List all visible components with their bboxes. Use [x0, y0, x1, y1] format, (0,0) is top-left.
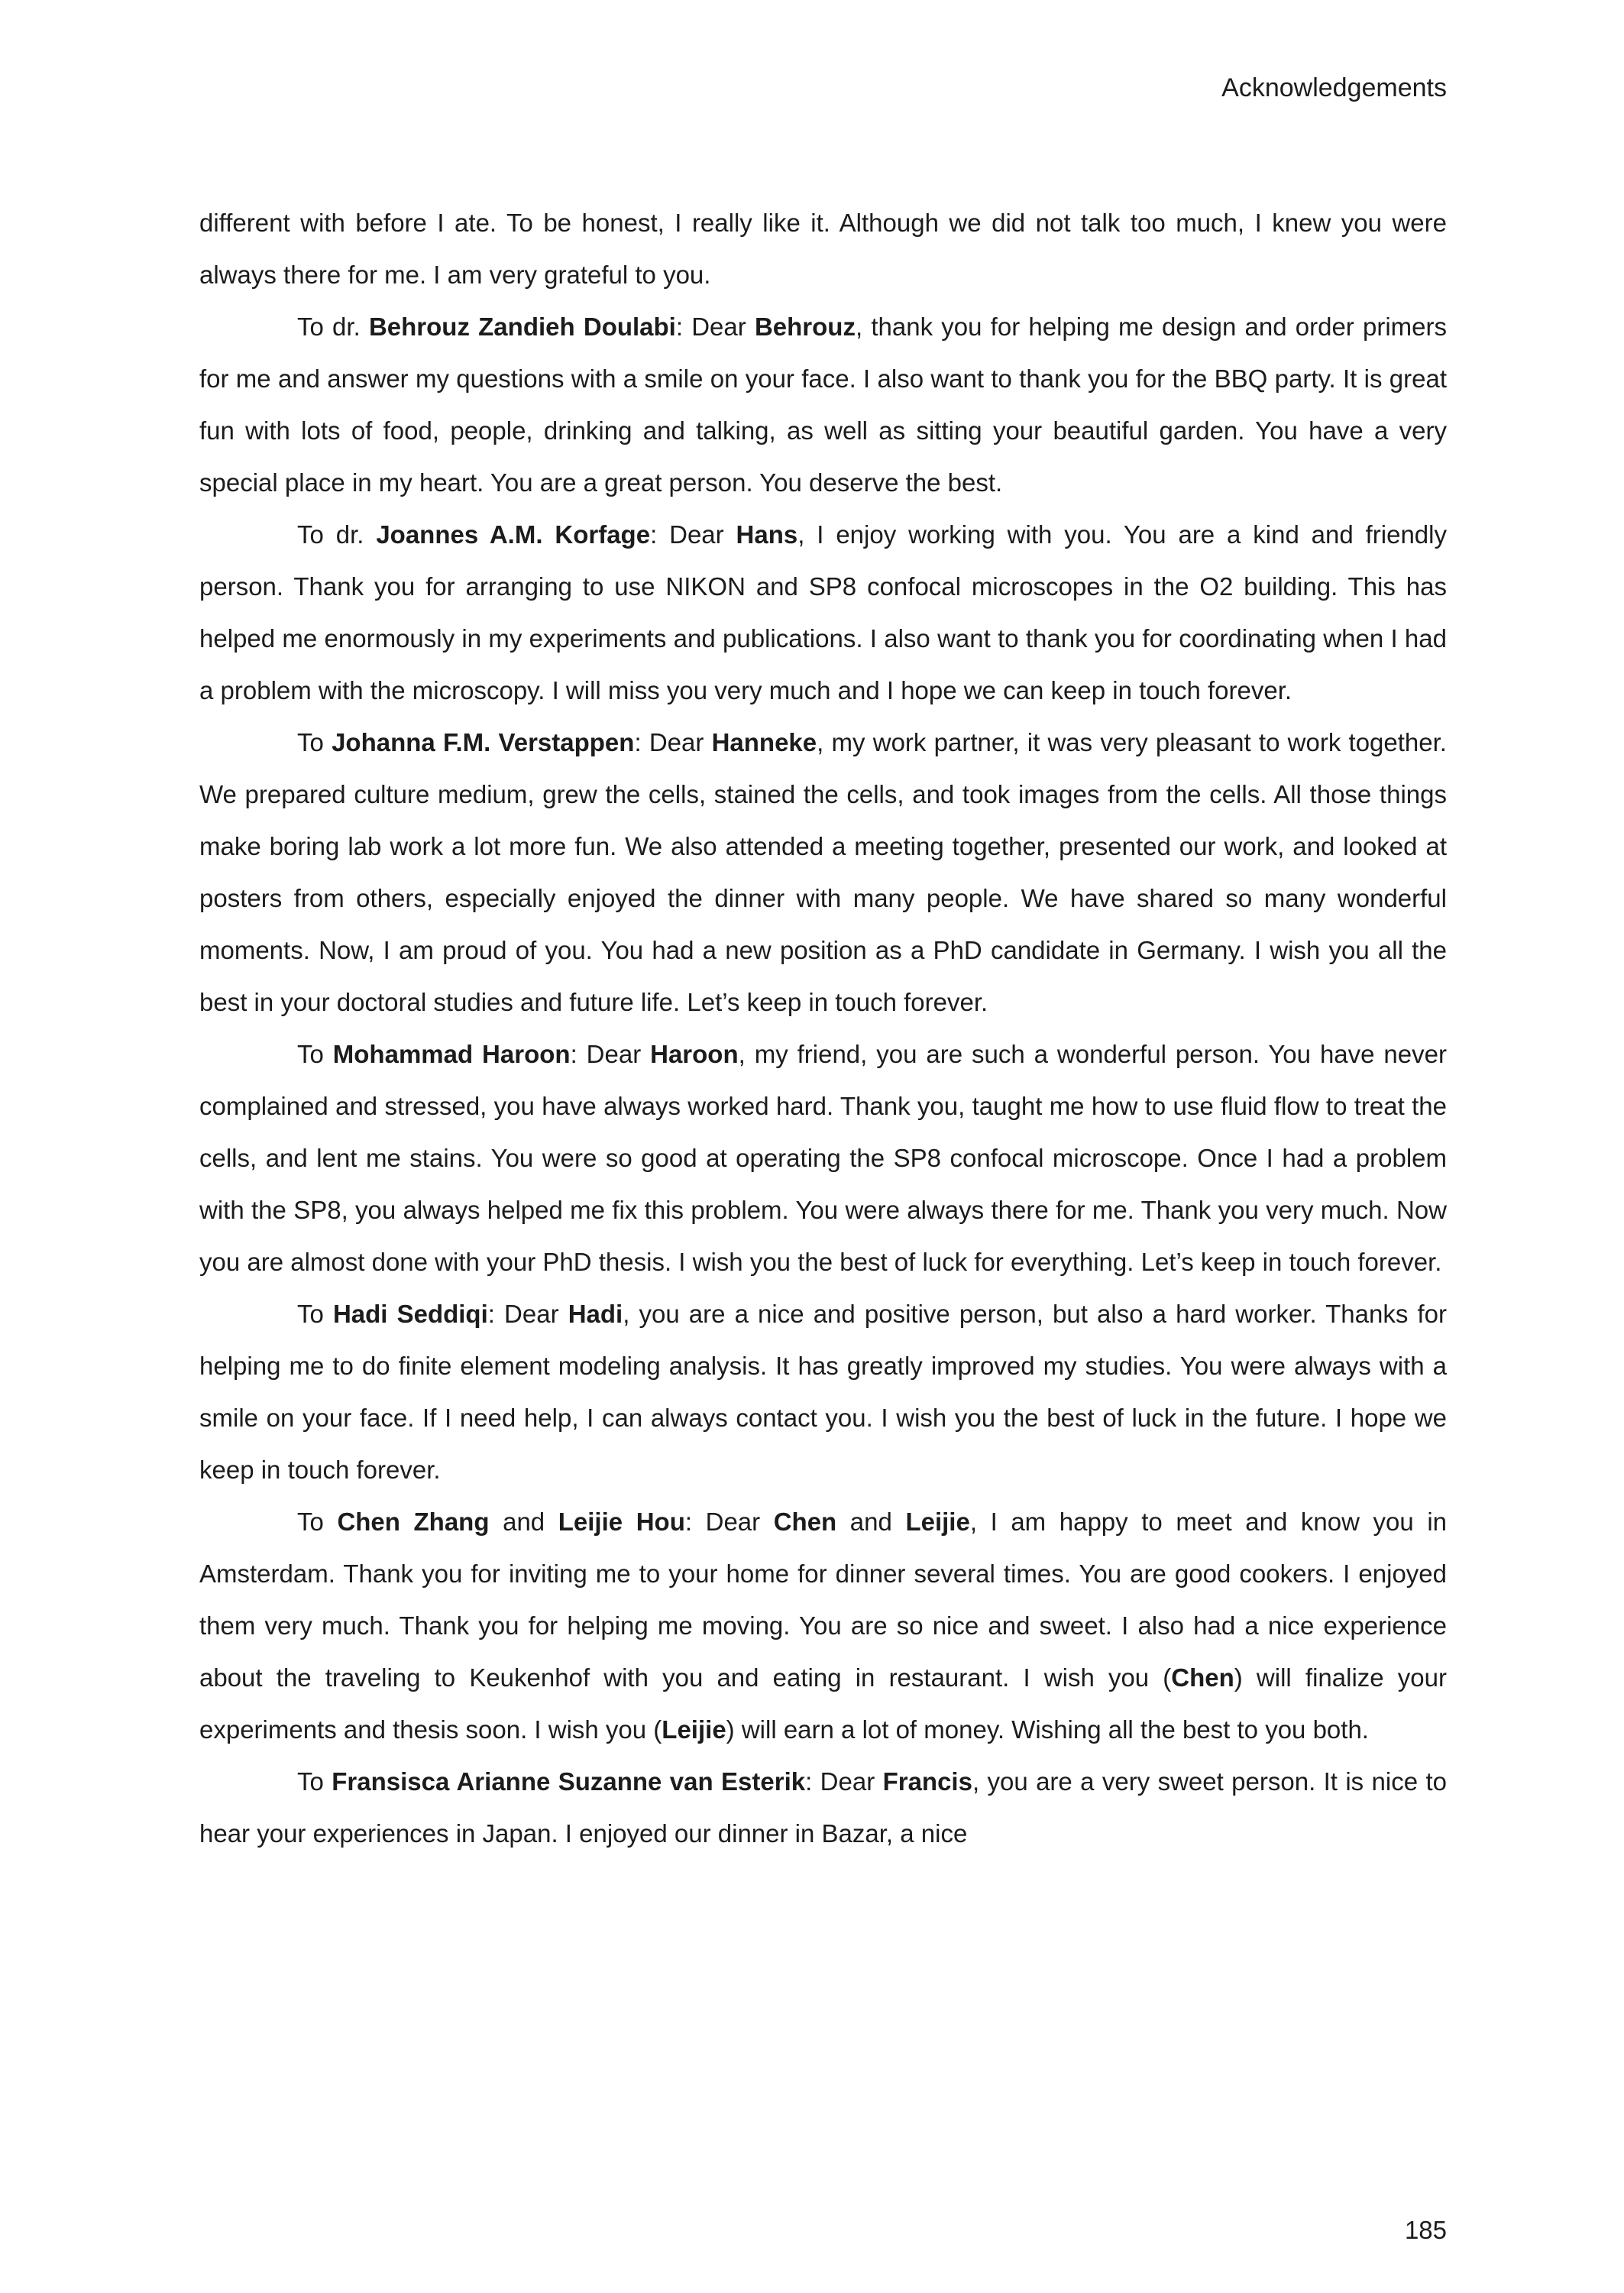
person-name: Leijie — [662, 1715, 726, 1744]
person-name: Behrouz Zandieh Doulabi — [368, 313, 676, 341]
paragraph — [199, 1496, 1447, 1756]
text-run: , my friend, you are such a wonderful person. You have never complained and stressed, you have always worked hard. Thank you, taught me how to use fluid flow to treat the cells, and lent me stains. You were so good at operating the SP8 confocal microscope. Once I had a problem with the SP8, you always helped me fix this problem. You were always there for me. Thank you very much. Now you are almost done with your PhD thesis. I wish you the best of luck for everything. Let’s keep in touch forever. — [199, 1040, 1447, 1276]
person-name: Haroon — [650, 1040, 739, 1068]
person-name: Francis — [882, 1767, 972, 1796]
text-run: : Dear — [805, 1767, 883, 1796]
person-name: Johanna F.M. Verstappen — [332, 728, 635, 756]
text-run: : Dear — [684, 1508, 774, 1536]
page-header-title: Acknowledgements — [1221, 73, 1447, 102]
person-name: Hanneke — [711, 728, 817, 756]
paragraph — [199, 1288, 1447, 1496]
paragraph — [199, 717, 1447, 1028]
acknowledgements-text — [199, 197, 1447, 1860]
text-run: To — [297, 1508, 338, 1536]
text-run: , you are a very sweet person. It is nice to hear your experiences in Japan. I enjoyed our dinner in Bazar, a nice — [199, 1767, 1447, 1848]
text-run: , thank you for helping me design and order primers for me and answer my questions with a smile on your face. I also want to thank you for the BBQ party. It is great fun with lots of food, people, drinking and talking, as well as sitting your beautiful garden. You have a very special place in my heart. You are a great person. You deserve the best. — [199, 313, 1447, 497]
text-run: To — [297, 728, 332, 756]
text-run: : Dear — [487, 1300, 568, 1328]
person-name: Hadi — [568, 1300, 623, 1328]
person-name: Leijie Hou — [558, 1508, 685, 1536]
page-number: 185 — [1404, 2216, 1447, 2244]
text-run: To — [297, 1040, 333, 1068]
paragraph — [199, 301, 1447, 509]
paragraph — [199, 509, 1447, 717]
text-run: To dr. — [297, 520, 377, 549]
paragraph — [199, 197, 1447, 301]
text-run: To — [297, 1300, 333, 1328]
person-name: Leijie — [905, 1508, 970, 1536]
text-run: , my work partner, it was very pleasant to work together. We prepared culture medium, grew the cells, stained the cells, and took images from the cells. All those things make boring lab work a lot more fun. We also attended a meeting together, presented our work, and looked at posters from others, especially enjoyed the dinner with many people. We have shared so many wonderful moments. Now, I am proud of you. You had a new position as a PhD candidate in Germany. I wish you all the best in your doctoral studies and future life. Let’s keep in touch forever. — [199, 728, 1447, 1016]
person-name: Behrouz — [754, 313, 856, 341]
person-name: Chen — [773, 1508, 837, 1536]
text-run: and — [489, 1508, 558, 1536]
person-name: Hans — [736, 520, 798, 549]
person-name: Hadi Seddiqi — [332, 1300, 488, 1328]
text-run: : Dear — [634, 728, 712, 756]
text-run: , you are a nice and positive person, but also a hard worker. Thanks for helping me to do finite element modeling analysis. It has greatly improved my studies. You were always with a smile on your face. If I need help, I can always contact you. I wish you the best of luck in the future. I hope we keep in touch forever. — [199, 1300, 1447, 1484]
paragraph — [199, 1756, 1447, 1860]
text-run: ) will earn a lot of money. Wishing all the best to you both. — [726, 1715, 1369, 1744]
text-run: : Dear — [675, 313, 755, 341]
text-run: , I enjoy working with you. You are a kind and friendly person. Thank you for arranging to use NIKON and SP8 confocal microscopes in the O2 building. This has helped me enormously in my experiments and publications. I also want to thank you for coordinating when I had a problem with the microscopy. I will miss you very much and I hope we can keep in touch forever. — [199, 520, 1447, 704]
text-run: To — [297, 1767, 332, 1796]
paragraph — [199, 1028, 1447, 1288]
text-run: : Dear — [570, 1040, 651, 1068]
text-run: ) will finalize your experiments and thesis soon. I wish you ( — [199, 1663, 1447, 1744]
person-name: Chen Zhang — [337, 1508, 490, 1536]
page-header — [199, 73, 1447, 103]
person-name: Chen — [1171, 1663, 1234, 1692]
text-run: and — [836, 1508, 906, 1536]
person-name: Joannes A.M. Korfage — [376, 520, 651, 549]
person-name: Mohammad Haroon — [332, 1040, 571, 1068]
text-run: , I am happy to meet and know you in Amsterdam. Thank you for inviting me to your home for dinner several times. You are good cookers. I enjoyed them very much. Thank you for helping me moving. You are so nice and sweet. I also had a nice experience about the traveling to Keukenhof with you and eating in restaurant. I wish you ( — [199, 1508, 1448, 1692]
text-run: To dr. — [297, 313, 369, 341]
text-run: : Dear — [650, 520, 736, 549]
text-run: different with before I ate. To be honest, I really like it. Although we did not talk too much, I knew you were always there for me. I am very grateful to you. — [199, 209, 1447, 289]
person-name: Fransisca Arianne Suzanne van Esterik — [332, 1767, 806, 1796]
